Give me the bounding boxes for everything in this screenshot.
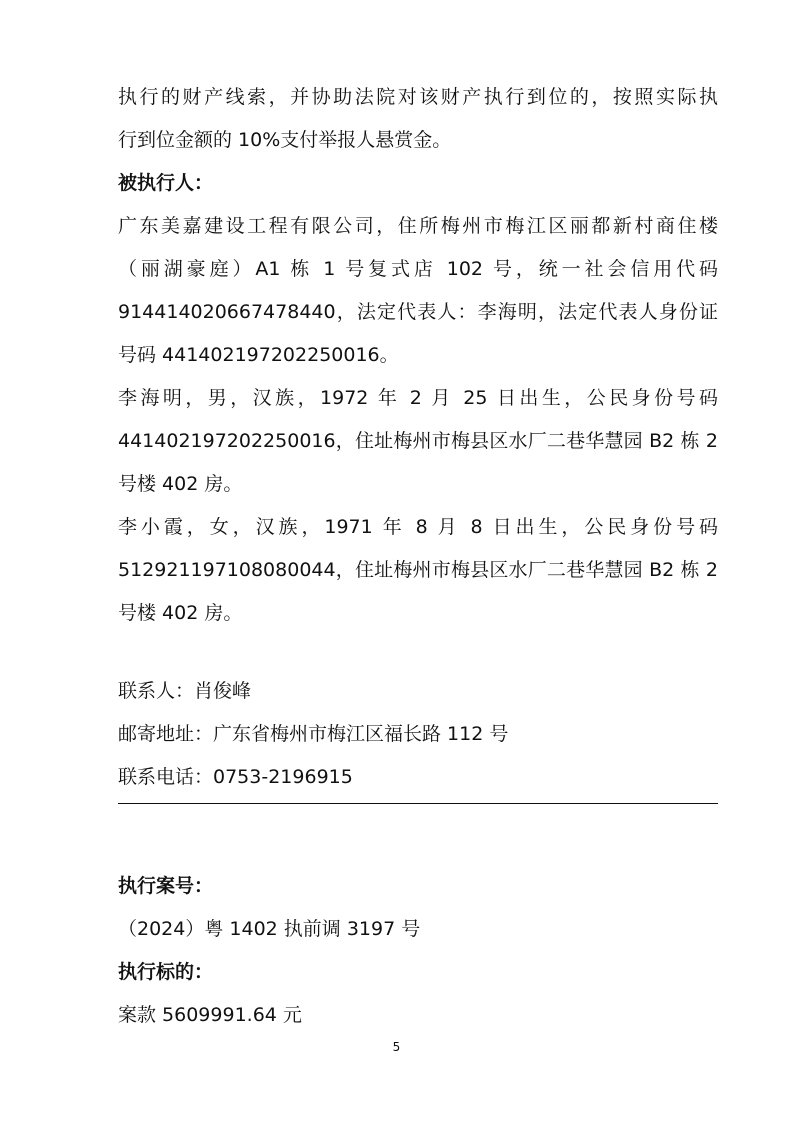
divider-wrap bbox=[118, 799, 718, 857]
case-target: 案款 5609991.64 元 bbox=[118, 1004, 302, 1026]
case-target-heading: 执行标的： bbox=[118, 961, 214, 983]
contact-person: 联系人：肖俊峰 bbox=[118, 680, 252, 702]
person1-line-3: 号楼 402 房。 bbox=[118, 473, 243, 495]
document-page bbox=[118, 76, 718, 1037]
person1-line-2: 441402197202250016，住址梅州市梅县区水厂二巷华慧园 B2 栋 2 bbox=[118, 430, 718, 452]
person2-line-2: 512921197108080044，住址梅州市梅县区水厂二巷华慧园 B2 栋 2 bbox=[118, 559, 718, 581]
person2-line-1: 李小霞，女，汉族，1971 年 8 月 8 日出生，公民身份号码 bbox=[118, 516, 718, 538]
respondents-heading: 被执行人： bbox=[118, 172, 214, 194]
intro-line-2: 行到位金额的 10%支付举报人悬赏金。 bbox=[118, 129, 452, 151]
intro-line-1: 执行的财产线索，并协助法院对该财产执行到位的，按照实际执 bbox=[118, 86, 718, 108]
person1-line-1: 李海明，男，汉族，1972 年 2 月 25 日出生，公民身份号码 bbox=[118, 387, 718, 409]
case-number: （2024）粤 1402 执前调 3197 号 bbox=[118, 918, 421, 940]
case-number-heading: 执行案号： bbox=[118, 875, 214, 897]
company-line-1: 广东美嘉建设工程有限公司，住所梅州市梅江区丽都新村商住楼 bbox=[118, 215, 718, 237]
company-line-2: （丽湖豪庭）A1 栋 1 号复式店 102 号，统一社会信用代码 bbox=[118, 258, 718, 280]
contact-address: 邮寄地址：广东省梅州市梅江区福长路 112 号 bbox=[118, 723, 509, 745]
contact-phone: 联系电话：0753-2196915 bbox=[118, 766, 353, 788]
horizontal-divider bbox=[118, 803, 718, 804]
company-line-3: 914414020667478440，法定代表人：李海明，法定代表人身份证 bbox=[118, 301, 718, 323]
company-line-4: 号码 441402197202250016。 bbox=[118, 344, 399, 366]
person2-line-3: 号楼 402 房。 bbox=[118, 602, 243, 624]
section-spacer bbox=[118, 635, 718, 670]
page-number: 5 bbox=[392, 1040, 401, 1054]
